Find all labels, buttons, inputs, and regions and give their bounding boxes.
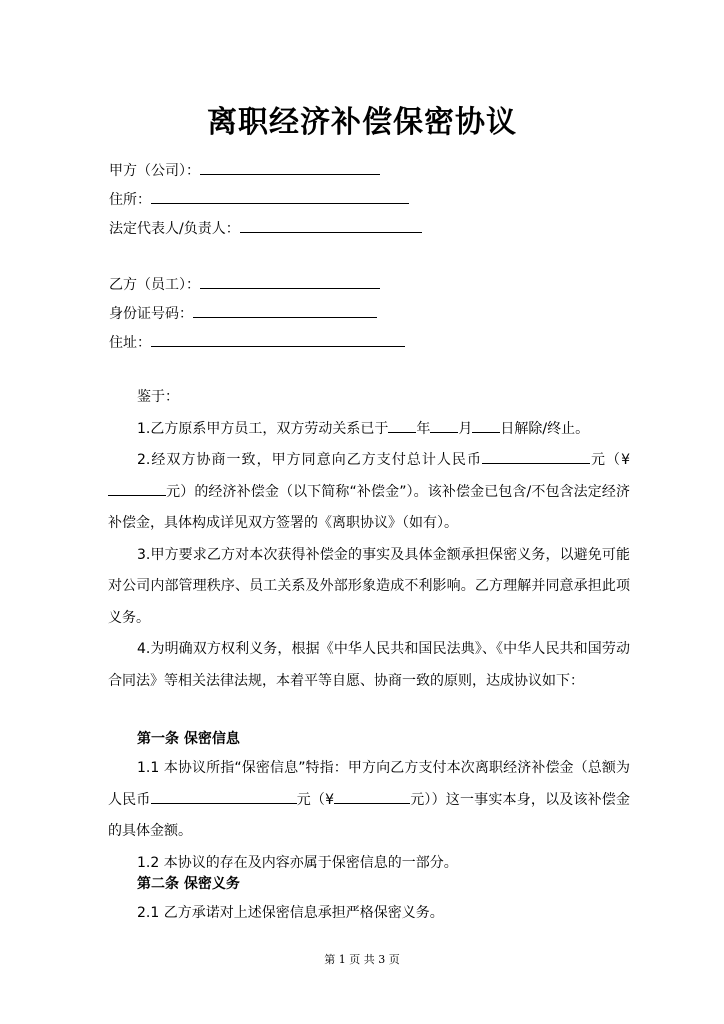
article-2-heading: 第二条 保密义务 <box>137 876 240 892</box>
party-b-employee-blank <box>200 273 380 289</box>
clause-2-1: 2.1 乙方承诺对上述保密信息承担严格保密义务。 <box>137 905 444 921</box>
party-a-rep-blank <box>240 217 422 233</box>
article-1-heading: 第一条 保密信息 <box>137 731 240 747</box>
party-b-id-line <box>109 302 377 324</box>
recital-2: 2.经双方协商一致，甲方同意向乙方支付总计人民币 元（¥元）的经济补偿金（以下简称“补偿金”）。该补偿金已包含/不包含法定经济补偿金，具体构成详见双方签署的《离职协议》（如有）。 <box>108 445 630 540</box>
party-a-rep-line <box>109 217 422 239</box>
page-footer: 第 1 页 共 3 页 <box>324 953 400 966</box>
party-a-address-label: 住所： <box>109 192 151 208</box>
party-a-rep-label: 法定代表人/负责人： <box>109 221 240 237</box>
party-a-company-line <box>109 159 380 181</box>
party-b-employee-line <box>109 273 380 295</box>
party-a-address-line <box>109 188 409 210</box>
recitals-section <box>108 382 630 697</box>
party-b-address-label: 住址： <box>109 335 151 351</box>
party-a-address-blank <box>151 188 409 204</box>
recital-1: 1.乙方原系甲方员工，双方劳动关系已于 年 月 日解除/终止。 <box>108 414 630 446</box>
clause-1-2: 1.2 本协议的存在及内容亦属于保密信息的一部分。 <box>137 854 458 871</box>
document-title: 离职经济补偿保密协议 <box>207 105 517 140</box>
recitals-intro: 鉴于： <box>137 389 179 405</box>
party-b-address-blank <box>151 331 405 347</box>
clause-1-1: 1.1 本协议所指“保密信息”特指：甲方向乙方支付本次离职经济补偿金（总额为人民币 元（¥ 元））这一事实本身，以及该补偿金的具体金额。 <box>108 760 630 839</box>
party-a-company-blank <box>200 159 380 175</box>
recital-3: 3.甲方要求乙方对本次获得补偿金的事实及具体金额承担保密义务，以避免可能对公司内部管理秩序、员工关系及外部形象造成不利影响。乙方理解并同意承担此项义务。 <box>108 546 630 626</box>
recital-4: 4.为明确双方权利义务，根据《中华人民共和国民法典》、《中华人民共和国劳动合同法》等相关法律法规，本着平等自愿、协商一致的原则，达成协议如下： <box>108 641 630 689</box>
party-b-id-blank <box>193 302 377 318</box>
party-a-company-label: 甲方（公司）： <box>109 163 200 179</box>
party-b-employee-label: 乙方（员工）： <box>109 277 200 293</box>
article-1-body <box>108 753 630 879</box>
party-b-address-line <box>109 331 405 353</box>
article-2-body <box>108 898 630 930</box>
party-b-id-label: 身份证号码： <box>109 306 193 322</box>
